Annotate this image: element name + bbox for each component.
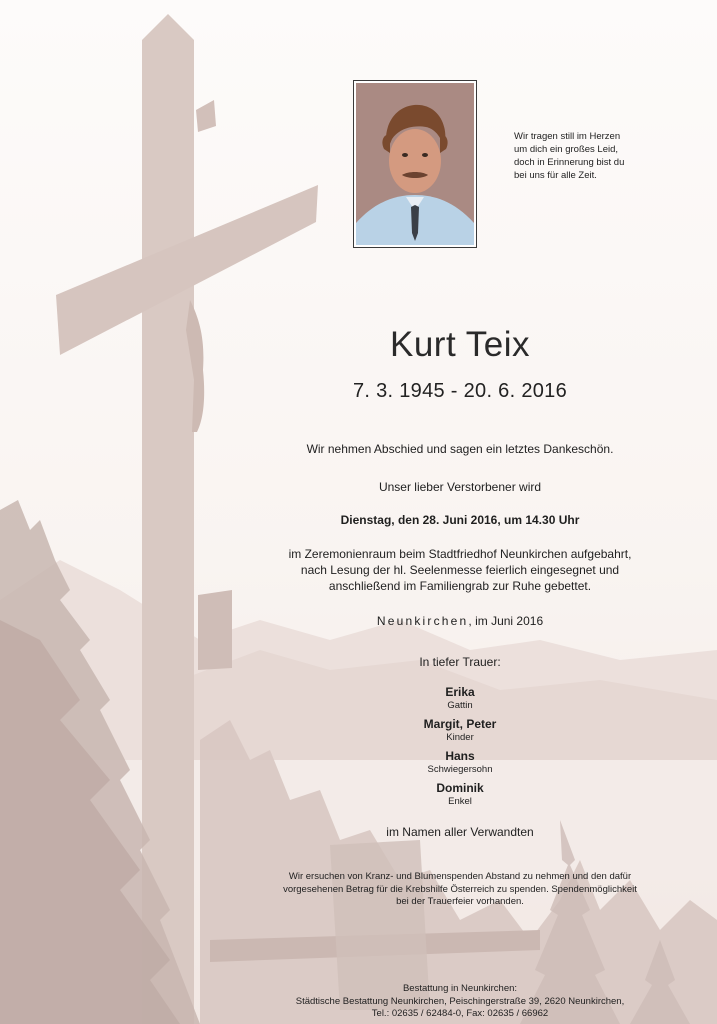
mourner-relation: Kinder xyxy=(446,732,474,743)
deceased-name: Kurt Teix xyxy=(389,325,531,364)
quote-line: doch in Erinnerung bist du xyxy=(514,157,625,168)
mourner-name: Margit, Peter xyxy=(423,717,497,731)
mourner-name: Erika xyxy=(445,685,475,699)
funeral-home-footer xyxy=(220,983,700,1021)
details-line: anschließend im Familiengrab zur Ruhe gebettet. xyxy=(328,579,592,593)
quote-line: Wir tragen still im Herzen xyxy=(514,131,621,142)
portrait-photo xyxy=(353,80,477,248)
mourner-name: Dominik xyxy=(436,781,484,795)
mourning-title: In tiefer Trauer: xyxy=(419,655,501,669)
place-month: , im Juni 2016 xyxy=(468,614,544,628)
mourner-relation: Enkel xyxy=(448,796,472,807)
ceremony-details xyxy=(230,546,690,594)
mourner-relation: Gattin xyxy=(447,700,473,711)
memorial-quote xyxy=(514,130,694,182)
donation-line: bei der Trauerfeier vorhanden. xyxy=(396,896,524,907)
intro-text: Unser lieber Verstorbener wird xyxy=(378,480,542,494)
place-town: Neunkirchen xyxy=(376,614,469,628)
relatives-text: im Namen aller Verwandten xyxy=(386,825,534,839)
donation-line: Wir ersuchen von Kranz- und Blumenspenden Abstand zu nehmen und den dafür xyxy=(288,871,632,882)
mourner-relation: Schwiegersohn xyxy=(427,764,493,775)
mourner-name: Hans xyxy=(445,749,475,763)
portrait-icon xyxy=(356,83,474,245)
footer-line: Tel.: 02635 / 62484-0, Fax: 02635 / 66962 xyxy=(371,1008,549,1019)
footer-line: Städtische Bestattung Neunkirchen, Peischingerstraße 39, 2620 Neunkirchen, xyxy=(295,995,625,1007)
place-date xyxy=(230,613,690,629)
quote-line: um dich ein großes Leid, xyxy=(514,144,619,155)
donation-line: vorgesehenen Betrag für die Krebshilfe Österreich zu spenden. Spendenmöglichkeit xyxy=(283,883,637,895)
details-line: nach Lesung der hl. Seelenmesse feierlich eingesegnet und xyxy=(300,563,620,577)
details-line: im Zeremonienraum beim Stadtfriedhof Neunkirchen aufgebahrt, xyxy=(288,547,632,561)
life-dates: 7. 3. 1945 - 20. 6. 2016 xyxy=(352,380,568,402)
donation-notice xyxy=(220,871,700,909)
footer-line: Bestattung in Neunkirchen: xyxy=(402,983,518,994)
quote-line: bei uns für alle Zeit. xyxy=(514,170,597,181)
farewell-text: Wir nehmen Abschied und sagen ein letztes Dankeschön. xyxy=(306,442,614,456)
ceremony-date: Dienstag, den 28. Juni 2016, um 14.30 Uhr xyxy=(340,513,580,527)
